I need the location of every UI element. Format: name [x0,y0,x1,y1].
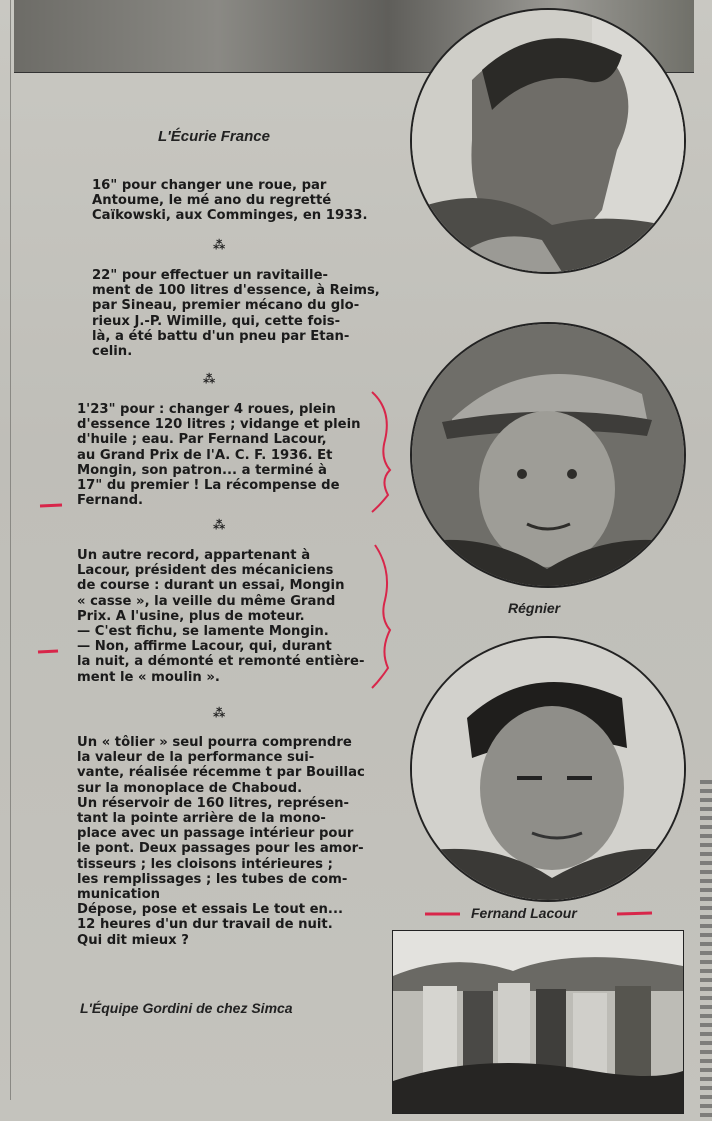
caption-fernand-lacour: Fernand Lacour [471,905,577,921]
paragraph-sineau: 22" pour effectuer un ravitaille- ment de 100 litres d'essence, à Reims, par Sineau, premier mécano du glo- rieux J.-P. Wimille, qui, cette fois- là, a été battu d'un pneu par Etan- celin. [92,268,380,360]
paragraph-bouillac: Un « tôlier » seul pourra comprendre la valeur de la performance sui- vante, réalisée récemme t par Bouillac sur la monoplace de Chaboud. Un réservoir de 160 litres, représen- tant la pointe arrière de la mono- place avec un passage intérieur pour le pont. Deux passages pour les amor- tisseurs ; les cloisons intérieures ; les remplissages ; les tubes de com- munication Dépose, pose et essais Le tout en... 12 heures d'un dur travail de nuit. Qui dit mieux ? [77,735,365,948]
section-footer: L'Équipe Gordini de chez Simca [80,1000,293,1016]
separator-stars: ⁂ [213,706,227,720]
caption-regnier: Régnier [508,600,561,616]
separator-stars: ⁂ [203,372,217,386]
margin-print-strip [700,780,712,1120]
separator-stars: ⁂ [213,518,227,532]
paragraph-lacour-record: Un autre record, appartenant à Lacour, président des mécaniciens de course : durant un essai, Mongin « casse », la veille du même Grand Prix. A l'usine, plus de moteur. — C'est fichu, se lamente Mongin. — Non, affirme Lacour, qui, durant la nuit, a démonté et remonté entière- ment le « moulin ». [77,548,365,685]
separator-stars: ⁂ [213,238,227,252]
paragraph-lacour-acf: 1'23" pour : changer 4 roues, plein d'essence 120 litres ; vidange et plein d'huile ; eau. Par Fernand Lacour, au Grand Prix de l'A. C. F. 1936. Et Mongin, son patron... a terminé à 17" du premier ! La récompense de Fernand. [77,402,361,509]
paragraph-antoume: 16" pour changer une roue, par Antoume, le mé ano du regretté Caïkowski, aux Comminges, en 1933. [92,178,368,224]
section-heading: L'Écurie France [158,128,270,145]
